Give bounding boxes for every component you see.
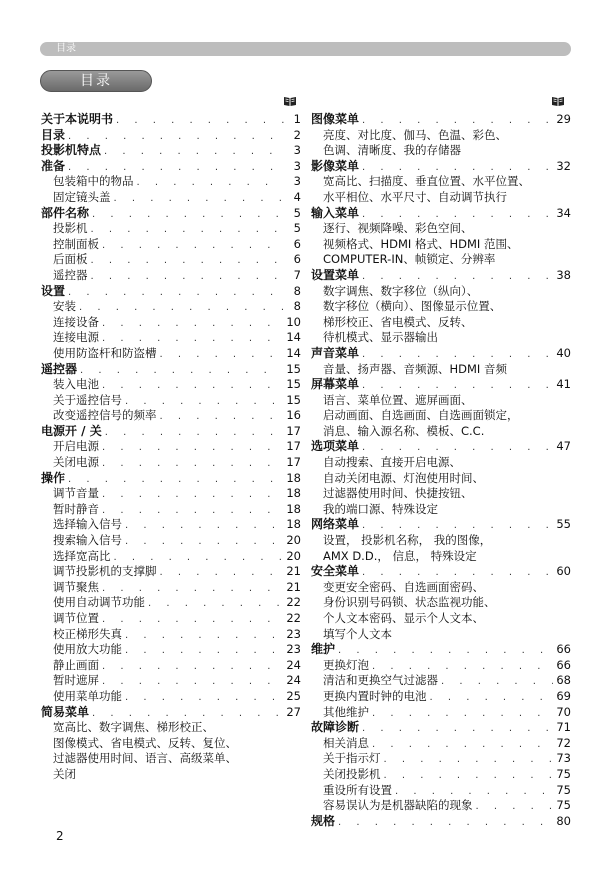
- toc-page-number: 66: [556, 642, 571, 657]
- toc-description: 音量、扬声器、音频源、HDMI 音频: [323, 361, 507, 376]
- dot-leader: [362, 269, 553, 285]
- toc-section-entry[interactable]: [311, 720, 571, 736]
- toc-entry-label: 控制面板: [53, 236, 99, 251]
- toc-page-number: 75: [556, 766, 571, 781]
- toc-subsection-entry[interactable]: [41, 439, 301, 455]
- toc-subsection-entry[interactable]: [41, 174, 301, 190]
- toc-entry-label: 网络菜单: [311, 517, 360, 532]
- toc-page-number: 4: [293, 189, 301, 204]
- dot-leader: [102, 238, 284, 254]
- dot-leader: [102, 503, 283, 519]
- toc-entry-label: 使用菜单功能: [53, 688, 122, 703]
- toc-entry-label: 连接电源: [53, 330, 99, 345]
- toc-entry-label: 选项菜单: [311, 439, 360, 454]
- toc-entry-label: 使用防盗杆和防盗槽: [53, 345, 157, 360]
- toc-entry-label: 装入电池: [53, 377, 99, 392]
- toc-entry-label: 影像菜单: [311, 158, 360, 173]
- toc-section-entry[interactable]: [311, 112, 571, 128]
- toc-page-number: 32: [556, 158, 571, 173]
- toc-section-entry[interactable]: [41, 362, 301, 378]
- toc-entry-label: 重设所有设置: [323, 782, 392, 797]
- toc-description: 填写个人文本: [323, 626, 392, 641]
- dot-leader: [430, 690, 554, 706]
- toc-entry-label: 调节位置: [53, 611, 99, 625]
- toc-page-number: 3: [293, 158, 301, 173]
- toc-left-column: [41, 112, 301, 783]
- toc-entry-label: 维护: [311, 642, 336, 657]
- dot-leader: [102, 659, 283, 675]
- toc-section-entry[interactable]: [311, 377, 571, 393]
- toc-section-entry[interactable]: [311, 268, 571, 284]
- toc-section-entry[interactable]: [311, 206, 571, 222]
- toc-subsection-entry[interactable]: [41, 330, 301, 346]
- toc-entry-label: 后面板: [53, 252, 88, 267]
- toc-page-number: 21: [286, 564, 301, 579]
- toc-page-number: 14: [286, 330, 301, 345]
- dot-leader: [125, 628, 283, 644]
- toc-page-number: 60: [556, 564, 571, 579]
- dot-leader: [92, 706, 283, 722]
- dot-leader: [372, 706, 553, 722]
- toc-page-number: 24: [286, 657, 301, 672]
- toc-subsection-entry[interactable]: [41, 580, 301, 596]
- toc-entry-label: 相关消息: [323, 735, 369, 750]
- toc-section-entry[interactable]: [41, 471, 301, 487]
- toc-entry-label: 投影机: [53, 221, 88, 236]
- toc-entry-label: 规格: [311, 813, 336, 828]
- toc-description: 图像模式、省电模式、反转、复位、: [53, 735, 237, 750]
- toc-entry-label: 静止画面: [53, 657, 99, 672]
- toc-subsection-entry[interactable]: [41, 564, 301, 580]
- toc-description: 语言、菜单位置、遮屏画面、: [323, 392, 473, 407]
- toc-page-number: 16: [286, 408, 301, 423]
- dot-leader: [148, 596, 283, 612]
- toc-page-number: 2: [293, 127, 301, 142]
- toc-entry-label: 故障诊断: [311, 720, 360, 735]
- toc-subsection-entry[interactable]: [311, 798, 571, 814]
- toc-page-number: 24: [286, 673, 301, 688]
- dot-leader: [160, 409, 284, 425]
- toc-subsection-entry[interactable]: [41, 455, 301, 471]
- toc-page-number: 6: [293, 236, 301, 251]
- toc-page-number: 22: [286, 611, 301, 625]
- book-icon: [551, 96, 565, 107]
- dot-leader: [114, 550, 284, 566]
- toc-entry-label: 设置菜单: [311, 267, 360, 282]
- toc-description: 我的端口源、特殊设定: [323, 501, 438, 516]
- toc-subsection-entry[interactable]: [41, 315, 301, 331]
- toc-page-number: 17: [286, 423, 301, 438]
- toc-page-number: 41: [556, 377, 571, 392]
- toc-section-entry[interactable]: [41, 284, 301, 300]
- dot-leader: [116, 113, 284, 129]
- toc-subsection-entry[interactable]: [311, 783, 571, 799]
- toc-subsection-entry[interactable]: [311, 673, 571, 689]
- toc-page-number: 5: [293, 205, 301, 220]
- dot-leader: [125, 643, 283, 659]
- dot-leader: [91, 222, 285, 238]
- dot-leader: [395, 784, 553, 800]
- toc-entry-label: 其他维护: [323, 704, 369, 719]
- toc-entry-label: 调节投影机的支撑脚: [53, 564, 157, 579]
- toc-entry-label: 遥控器: [53, 267, 88, 282]
- toc-description: 数字调焦、数字移位（纵向）、: [323, 283, 479, 298]
- toc-section-entry[interactable]: [41, 143, 301, 159]
- toc-entry-label: 关于指示灯: [323, 751, 381, 766]
- toc-entry-label: 关闭电源: [53, 455, 99, 470]
- toc-subsection-entry[interactable]: [311, 705, 571, 721]
- toc-page-number: 15: [286, 361, 301, 376]
- toc-subsection-entry[interactable]: [41, 268, 301, 284]
- toc-entry-label: 清洁和更换空气过滤器: [323, 673, 438, 688]
- dot-leader: [102, 456, 283, 472]
- toc-page-number: 70: [556, 704, 571, 719]
- toc-subsection-entry[interactable]: [41, 595, 301, 611]
- toc-subsection-entry[interactable]: [41, 408, 301, 424]
- toc-page-number: 66: [556, 657, 571, 672]
- toc-page-number: 14: [286, 345, 301, 360]
- toc-description: 自动关闭电源、灯泡使用时间、: [323, 470, 484, 485]
- dot-leader: [441, 674, 553, 690]
- toc-entry-label: 更换内置时钟的电池: [323, 688, 427, 703]
- toc-entry-label: 声音菜单: [311, 345, 360, 360]
- toc-entry-label: 调节音量: [53, 486, 99, 501]
- toc-entry-label: 搜索输入信号: [53, 533, 122, 548]
- toc-page-number: 47: [556, 439, 571, 454]
- toc-description: 视频格式、HDMI 格式、HDMI 范围、: [323, 236, 519, 251]
- toc-subsection-entry[interactable]: [311, 767, 571, 783]
- toc-entry-label: 部件名称: [41, 205, 90, 220]
- toc-page-number: 40: [556, 345, 571, 360]
- toc-section-entry[interactable]: [41, 112, 301, 128]
- toc-section-entry[interactable]: [41, 206, 301, 222]
- toc-description: 梯形校正、省电模式、反转、: [323, 314, 473, 329]
- toc-entry-label: 更换灯泡: [323, 657, 369, 672]
- toc-page-number: 55: [556, 517, 571, 532]
- toc-entry-label: 固定镜头盖: [53, 189, 111, 204]
- toc-description: 个人文本密码、显示个人文本、: [323, 611, 484, 625]
- toc-entry-label: 调节聚焦: [53, 579, 99, 594]
- dot-leader: [125, 394, 283, 410]
- toc-page-number: 75: [556, 798, 571, 813]
- toc-page-number: 6: [293, 252, 301, 267]
- toc-page-number: 15: [286, 392, 301, 407]
- toc-page-number: 22: [286, 595, 301, 610]
- toc-subsection-entry[interactable]: [311, 658, 571, 674]
- toc-description: 逐行、视频降噪、彩色空间、: [323, 221, 473, 236]
- toc-description: 过滤器使用时间、语言、高级菜单、: [53, 751, 237, 766]
- dot-leader: [68, 129, 284, 145]
- toc-subsection-entry[interactable]: [41, 611, 301, 627]
- book-icon: [283, 96, 297, 107]
- toc-section-entry[interactable]: [41, 424, 301, 440]
- toc-page-number: 7: [293, 267, 301, 282]
- dot-leader: [362, 207, 553, 223]
- dot-leader: [102, 581, 283, 597]
- toc-section-entry[interactable]: [311, 439, 571, 455]
- dot-leader: [362, 518, 553, 534]
- dot-leader: [125, 518, 283, 534]
- toc-page-number: 8: [293, 283, 301, 298]
- toc-description: 水平相位、水平尺寸、自动调节执行: [323, 189, 507, 204]
- toc-page-number: 69: [556, 688, 571, 703]
- toc-page-number: 20: [286, 548, 301, 563]
- toc-entry-label: 操作: [41, 470, 66, 485]
- toc-subsection-entry[interactable]: [41, 393, 301, 409]
- header-section-label: 目录: [56, 43, 76, 54]
- toc-page-number: 3: [293, 174, 301, 189]
- toc-page-number: 68: [556, 673, 571, 688]
- dot-leader: [362, 378, 553, 394]
- toc-entry-label: 关于遥控信号: [53, 392, 122, 407]
- dot-leader: [79, 300, 284, 316]
- toc-subsection-entry[interactable]: [311, 736, 571, 752]
- dot-leader: [105, 425, 284, 441]
- toc-subsection-entry[interactable]: [41, 299, 301, 315]
- toc-description: 自动搜索、直接开启电源、: [323, 455, 461, 470]
- toc-description: 变更安全密码、自选画面密码、: [323, 579, 484, 594]
- toc-section-entry[interactable]: [311, 642, 571, 658]
- dot-leader: [102, 487, 283, 503]
- toc-entry-label: 电源开 / 关: [41, 423, 102, 438]
- dot-leader: [102, 316, 283, 332]
- header-bar: [40, 42, 571, 56]
- toc-page-number: 73: [556, 751, 571, 766]
- toc-right-column: [311, 112, 571, 829]
- toc-entry-label: 开启电源: [53, 439, 99, 454]
- dot-leader: [362, 721, 553, 737]
- toc-section-entry[interactable]: [41, 159, 301, 175]
- toc-page-number: 18: [286, 486, 301, 501]
- toc-description: 数字移位（横向）、图像显示位置、: [323, 299, 502, 314]
- toc-page-number: 17: [286, 439, 301, 454]
- toc-section-entry[interactable]: [311, 564, 571, 580]
- toc-page-number: 10: [286, 314, 301, 329]
- toc-description: 亮度、对比度、伽马、色温、彩色、: [323, 127, 507, 142]
- toc-page-number: 20: [286, 533, 301, 548]
- toc-page-number: 29: [556, 112, 571, 126]
- toc-subsection-entry[interactable]: [41, 517, 301, 533]
- toc-page-number: 25: [286, 688, 301, 703]
- dot-leader: [338, 643, 553, 659]
- toc-page-number: 18: [286, 517, 301, 532]
- dot-leader: [92, 207, 284, 223]
- toc-description: COMPUTER-IN、帧锁定、分辨率: [323, 252, 496, 267]
- toc-subsection-entry[interactable]: [41, 221, 301, 237]
- toc-subsection-entry[interactable]: [311, 689, 571, 705]
- dot-leader: [104, 144, 284, 160]
- toc-entry-label: 关闭投影机: [323, 766, 381, 781]
- toc-section-entry[interactable]: [41, 128, 301, 144]
- toc-entry-label: 包装箱中的物品: [53, 174, 134, 189]
- dot-leader: [102, 378, 283, 394]
- dot-leader: [114, 191, 285, 207]
- toc-page-number: 18: [286, 470, 301, 485]
- dot-leader: [102, 674, 283, 690]
- toc-entry-label: 容易误认为是机器缺陷的现象: [323, 798, 473, 813]
- toc-description: 身份识别号码锁、状态监视功能、: [323, 595, 496, 610]
- toc-page-number: 71: [556, 720, 571, 735]
- toc-page-number: 27: [286, 704, 301, 719]
- toc-entry-label: 使用放大功能: [53, 642, 122, 657]
- toc-page-number: 3: [293, 143, 301, 158]
- toc-entry-label: 选择宽高比: [53, 548, 111, 563]
- toc-entry-label: 准备: [41, 158, 66, 173]
- toc-subsection-entry[interactable]: [41, 190, 301, 206]
- toc-description: 消息、输入源名称、模板、C.C.: [323, 423, 485, 438]
- toc-subsection-entry[interactable]: [41, 627, 301, 643]
- toc-entry-label: 使用自动调节功能: [53, 595, 145, 610]
- toc-page-number: 17: [286, 455, 301, 470]
- toc-page-number: 15: [286, 377, 301, 392]
- toc-description: 启动画面、自选画面、自选画面锁定，: [323, 408, 519, 423]
- toc-entry-label: 目录: [41, 127, 66, 142]
- toc-section-entry[interactable]: [311, 159, 571, 175]
- toc-subsection-entry[interactable]: [311, 751, 571, 767]
- toc-page-number: 38: [556, 267, 571, 282]
- page-title: 目录: [40, 70, 152, 92]
- toc-subsection-entry[interactable]: [41, 642, 301, 658]
- toc-page-number: 72: [556, 735, 571, 750]
- toc-subsection-entry[interactable]: [41, 252, 301, 268]
- toc-entry-label: 投影机特点: [41, 143, 102, 158]
- dot-leader: [102, 440, 283, 456]
- toc-subsection-entry[interactable]: [41, 689, 301, 705]
- toc-entry-label: 遥控器: [41, 361, 78, 376]
- toc-description: 待机模式、显示器输出: [323, 330, 438, 345]
- dot-leader: [160, 565, 284, 581]
- toc-subsection-entry[interactable]: [41, 486, 301, 502]
- dot-leader: [372, 659, 553, 675]
- toc-subsection-entry[interactable]: [41, 346, 301, 362]
- toc-page-number: 34: [556, 205, 571, 220]
- toc-section-entry[interactable]: [41, 705, 301, 721]
- toc-entry-label: 输入菜单: [311, 205, 360, 220]
- toc-description: 关闭: [53, 766, 76, 781]
- toc-entry-label: 选择输入信号: [53, 517, 122, 532]
- toc-subsection-entry[interactable]: [41, 237, 301, 253]
- dot-leader: [338, 815, 553, 831]
- toc-entry-label: 校正梯形失真: [53, 626, 122, 641]
- dot-leader: [68, 472, 283, 488]
- dot-leader: [160, 347, 284, 363]
- dot-leader: [68, 160, 284, 176]
- toc-entry-label: 设置: [41, 283, 66, 298]
- toc-entry-label: 简易菜单: [41, 704, 90, 719]
- toc-description: 宽高比、数字调焦、梯形校正、: [53, 720, 214, 735]
- dot-leader: [362, 440, 553, 456]
- toc-page-number: 18: [286, 501, 301, 516]
- dot-leader: [68, 285, 284, 301]
- toc-page-number: 80: [556, 813, 571, 828]
- toc-page-number: 23: [286, 626, 301, 641]
- toc-entry-label: 暂时静音: [53, 501, 99, 516]
- dot-leader: [362, 347, 553, 363]
- toc-subsection-entry[interactable]: [41, 377, 301, 393]
- toc-page-number: 75: [556, 782, 571, 797]
- dot-leader: [137, 175, 285, 191]
- toc-entry-label: 关于本说明书: [41, 112, 114, 126]
- toc-section-entry[interactable]: [311, 814, 571, 830]
- dot-leader: [362, 565, 553, 581]
- toc-entry-label: 屏幕菜单: [311, 377, 360, 392]
- dot-leader: [384, 752, 554, 768]
- dot-leader: [102, 612, 283, 628]
- dot-leader: [384, 768, 554, 784]
- dot-leader: [80, 363, 283, 379]
- toc-subsection-entry[interactable]: [41, 549, 301, 565]
- toc-page-number: 1: [293, 112, 301, 126]
- toc-subsection-entry[interactable]: [41, 658, 301, 674]
- toc-section-entry[interactable]: [311, 346, 571, 362]
- toc-description: 宽高比、扫描度、垂直位置、水平位置、: [323, 174, 530, 189]
- toc-section-entry[interactable]: [311, 517, 571, 533]
- toc-subsection-entry[interactable]: [41, 673, 301, 689]
- toc-page-number: 21: [286, 579, 301, 594]
- dot-leader: [362, 160, 553, 176]
- toc-entry-label: 图像菜单: [311, 112, 360, 126]
- toc-page-number: 23: [286, 642, 301, 657]
- toc-entry-label: 连接设备: [53, 314, 99, 329]
- toc-entry-label: 安全菜单: [311, 564, 360, 579]
- toc-entry-label: 安装: [53, 299, 76, 314]
- dot-leader: [102, 331, 283, 347]
- toc-description: AMX D.D.， 信息， 特殊设定: [323, 548, 477, 563]
- toc-entry-label: 改变遥控信号的频率: [53, 408, 157, 423]
- toc-subsection-entry[interactable]: [41, 533, 301, 549]
- dot-leader: [125, 534, 283, 550]
- toc-page-number: 8: [293, 299, 301, 314]
- dot-leader: [372, 737, 553, 753]
- page-number: 2: [56, 829, 64, 843]
- toc-entry-label: 暂时遮屏: [53, 673, 99, 688]
- toc-description: 色调、清晰度、我的存储器: [323, 143, 461, 158]
- toc-subsection-entry[interactable]: [41, 502, 301, 518]
- dot-leader: [476, 799, 554, 815]
- toc-description: 设置， 投影机名称， 我的图像，: [323, 533, 492, 548]
- toc-description: 过滤器使用时间、快捷按钮、: [323, 486, 473, 501]
- dot-leader: [91, 269, 285, 285]
- dot-leader: [362, 113, 553, 129]
- toc-page-number: 5: [293, 221, 301, 236]
- dot-leader: [125, 690, 283, 706]
- dot-leader: [91, 253, 285, 269]
